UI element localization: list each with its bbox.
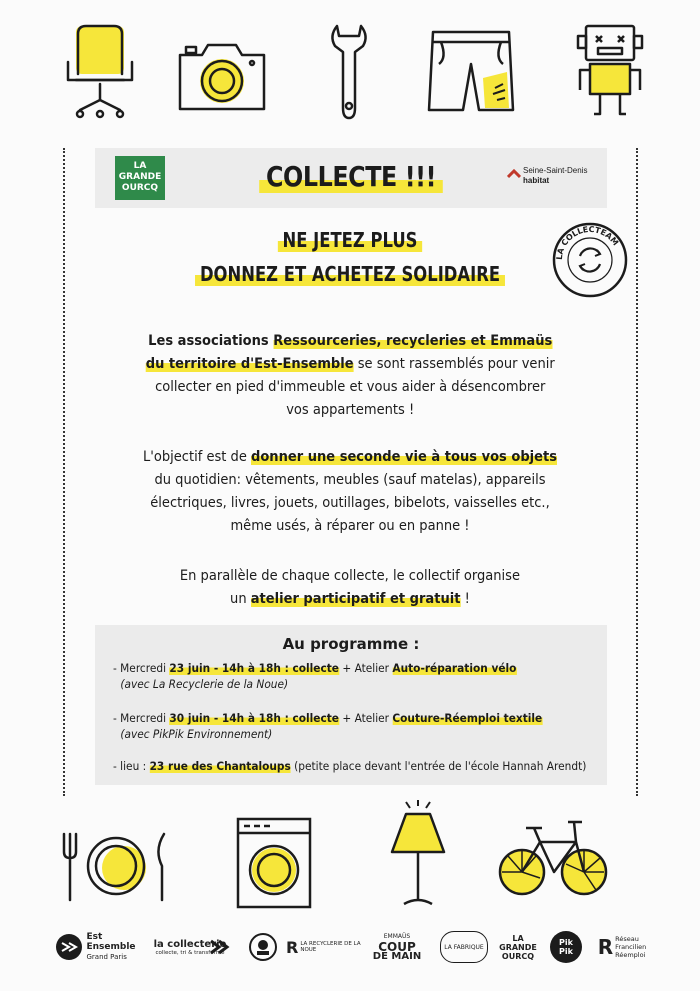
objective-paragraph: L'objectif est de donner une seconde vie à tous vos objets du quotidien: vêtements, meubles (sauf matelas), appareils électriques, livres, jouets, outillages, bibelots, vaisselles etc., même usés, à réparer ou en panne ! xyxy=(143,449,557,534)
lamp-icon xyxy=(388,800,448,910)
washing-machine-icon xyxy=(234,815,314,911)
header-bar xyxy=(95,148,607,208)
intro-paragraph: Les associations Ressourceries, recycleries et Emmaüs du territoire d'Est-Ensemble se sont rassemblés pour venir collecter en pied d'immeuble et vous aider à désencombrer vos appartements ! xyxy=(145,333,555,418)
pikpik-logo: Pik Pik xyxy=(546,930,586,964)
office-chair-icon xyxy=(62,22,138,122)
robot-icon xyxy=(574,20,646,124)
page-title: COLLECTE !!! xyxy=(133,160,568,193)
tri-arrows-icon xyxy=(208,930,232,964)
camera-icon xyxy=(176,35,268,115)
collecteam-badge xyxy=(552,222,628,298)
shorts-icon xyxy=(425,28,517,118)
round-seal-logo xyxy=(246,930,280,964)
la-collecterie-logo: la collecterie collecte, tri & transforme xyxy=(153,938,227,956)
est-ensemble-mark-icon xyxy=(56,934,82,960)
emmaus-coup-de-main-logo: EMMAÜS COUP DE MAIN xyxy=(372,933,422,962)
est-ensemble-logo: Est Ensemble Grand Paris xyxy=(52,930,140,964)
recyclerie-de-la-noue-logo: R LA RECYCLERIE DE LA NOUE xyxy=(286,937,361,957)
ssd-habitat-mark-icon xyxy=(507,169,521,183)
programme-location: - lieu : 23 rue des Chantaloups (petite place devant l'entrée de l'école Hannah Arendt) xyxy=(113,759,587,773)
atelier-paragraph: En parallèle de chaque collecte, le collectif organise un atelier participatif et gratuit ! xyxy=(179,568,521,607)
programme-heading: Au programme : xyxy=(282,635,420,653)
wrench-icon xyxy=(327,22,371,122)
fork-plate-knife-icon xyxy=(58,830,176,902)
subtitle-line-1: NE JETEZ PLUS xyxy=(63,228,637,252)
seine-saint-denis-habitat-logo: Seine-Saint-Denis habitat xyxy=(507,166,577,190)
programme-item-2: - Mercredi 30 juin - 14h à 18h : collecte + Atelier Couture-Réemploi textile (avec PikPik Environnement) xyxy=(113,711,543,741)
la-grande-ourcq-footer-logo: LA GRANDE OURCQ xyxy=(499,933,537,961)
subtitle-line-2: DONNEZ ET ACHETEZ SOLIDAIRE xyxy=(63,262,637,286)
la-grande-ourcq-logo: LA GRANDE OURCQ xyxy=(115,156,165,200)
svg-text:LA COLLECTEAM: LA COLLECTEAM xyxy=(554,224,621,261)
reseau-francilien-reemploi-logo: R Réseau Francilien Réemploi xyxy=(597,935,647,959)
la-fabrique-logo: LA FABRIQUE xyxy=(438,930,490,964)
bicycle-icon xyxy=(496,808,610,900)
recycle-icon xyxy=(580,248,600,271)
programme-item-1: - Mercredi 23 juin - 14h à 18h : collecte + Atelier Auto-réparation vélo (avec La Recyclerie de la Noue) xyxy=(113,661,517,691)
programme-panel xyxy=(95,625,607,785)
